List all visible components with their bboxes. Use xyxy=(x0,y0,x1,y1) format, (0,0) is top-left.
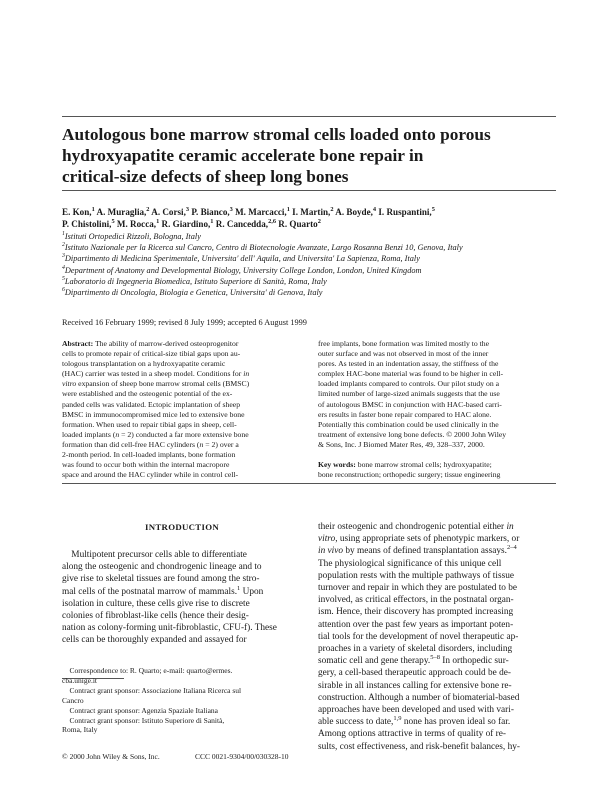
text-line: vitro, using appropriate sets of phenotypic markers, or xyxy=(318,534,520,545)
text-line: loaded implants compared to controls. Our pilot study on a xyxy=(318,379,500,389)
text-line: Autologous bone marrow stromal cells loaded onto porous xyxy=(62,125,491,144)
text-line: was found to occur both within the internal macropore xyxy=(62,460,230,470)
text-line: Contract grant sponsor: Associazione Italiana Ricerca sul xyxy=(62,685,242,695)
text-line: along the osteogenic and chondrogenic lineage and to xyxy=(62,562,262,573)
text-line: tologous transplantation on a hydroxyapatite ceramic xyxy=(62,359,226,369)
author-list xyxy=(62,206,562,230)
text-line: proaches in a variety of skeletal disorders, including xyxy=(318,644,513,655)
text-line: in vivo by means of defined transplantation assays.$^{2-4}$ xyxy=(318,544,517,557)
text-line: nation as colony-forming unit-fibroblastic, CFU-f). These xyxy=(62,623,277,634)
text-line: involved, as critical effectors, in the postnatal organ- xyxy=(318,595,514,606)
text-line: give rise to skeletal tissues are found among the stro- xyxy=(62,574,260,585)
text-line: sirable in all instances calling for extensive bone re- xyxy=(318,680,512,691)
affiliation-item: $^5$Laboratorio di Ingegneria Biomedica, Istituto Superiore di Sanità, Roma, Italy xyxy=(62,276,327,286)
text-line: vitro expansion of sheep bone marrow stromal cells (BMSC) xyxy=(62,379,250,389)
text-line: hydroxyapatite ceramic accelerate bone repair in xyxy=(62,146,424,165)
text-line: their osteogenic and chondrogenic potential either in xyxy=(318,522,514,532)
text-line: were established and the osteogenic potential of the ex- xyxy=(62,389,233,399)
text-line: free implants, bone formation was limited mostly to the xyxy=(318,339,490,348)
text-line: approaches have been developed and used with vari- xyxy=(318,705,514,716)
text-line: somatic cell and gene therapy.$^{5-8}$ In orthopedic sur- xyxy=(318,654,509,667)
text-line: construction. Although a number of biomaterial-based xyxy=(318,692,520,703)
text-line: Potentially this combination could be used clinically in the xyxy=(318,419,499,429)
text-line: panded cells was validated. Ectopic implantation of sheep xyxy=(62,399,241,409)
affiliation-list xyxy=(62,231,562,298)
text-line: outer surface and was not observed in most of the inner xyxy=(318,349,489,359)
text-line: complex HAC-bone material was found to be higher in cell- xyxy=(318,369,504,379)
introduction-left-column xyxy=(62,549,302,647)
text-line: (HAC) carrier was tested in a sheep model. Conditions for in xyxy=(62,369,250,379)
abstract-rule xyxy=(62,483,556,484)
text-line: BMSC in immunocompromised mice led to extensive bone xyxy=(62,409,245,419)
text-line: tial tools for the development of novel therapeutic ap- xyxy=(318,631,519,642)
text-line: Contract grant sponsor: Istituto Superiore di Sanità, xyxy=(62,715,225,725)
text-line: cells can be thoroughly expanded and assayed for xyxy=(62,635,247,646)
text-line: Abstract: The ability of marrow-derived osteoprogenitor xyxy=(62,339,239,348)
text-line: gery, a cell-based therapeutic approach could be de- xyxy=(318,668,511,679)
text-line: bone reconstruction; orthopedic surgery; tissue engineering xyxy=(318,470,501,480)
text-line: E. Kon,$^1$ A. Muraglia,$^2$ A. Corsi,$^3$ P. Bianco,$^3$ M. Marcacci,$^1$ I. Martin,$^2$ A. Boyde,$^4$ I. Ruspantini,$^5$ xyxy=(62,205,435,217)
text-line: The physiological significance of this unique cell xyxy=(318,558,502,569)
text-line: loaded implants (n = 2) conducted a far more extensive bone xyxy=(62,429,249,439)
text-line: Correspondence to: R. Quarto; e-mail: quarto@ermes. xyxy=(62,666,233,675)
text-line: space and around the HAC cylinder while in control cell- xyxy=(62,470,239,480)
affiliation-item: $^1$Istituti Ortopedici Rizzoli, Bologna, Italy xyxy=(62,231,201,241)
text-line: ism. Hence, their discovery has prompted increasing xyxy=(318,607,514,618)
text-line: Key words: bone marrow stromal cells; hydroxyapatite; xyxy=(318,460,492,469)
article-title xyxy=(62,124,556,187)
text-line: Among options attractive in terms of quality of re- xyxy=(318,729,506,740)
introduction-right-column xyxy=(318,521,560,753)
affiliation-item: $^3$Dipartimento di Medicina Sperimentale, Universita' dell' Aquila, and Universita' La Sapienza, Roma, Italy xyxy=(62,253,420,264)
text-line: cells to promote repair of critical-size tibial gaps upon au- xyxy=(62,349,241,359)
text-line: of autologous BMSC in conjunction with HAC-based carri- xyxy=(318,399,502,409)
text-line: colonies of fibroblast-like cells (hence their desig- xyxy=(62,611,249,622)
abstract-right-column xyxy=(318,339,556,450)
text-line: pores. As tested in an indentation assay, the stiffness of the xyxy=(318,359,499,369)
text-line: Roma, Italy xyxy=(62,725,98,735)
received-dates: Received 16 February 1999; revised 8 July 1999; accepted 6 August 1999 xyxy=(62,318,307,327)
text-line: Multipotent precursor cells able to differentiate xyxy=(62,550,247,560)
text-line: Cancro xyxy=(62,695,84,705)
text-line: 2-month period. In cell-loaded implants, bone formation xyxy=(62,450,236,460)
text-line: mal cells of the postnatal marrow of mammals.$^1$ Upon xyxy=(62,584,264,597)
text-line: critical-size defects of sheep long bones xyxy=(62,167,349,186)
text-line: population rests with the multiple pathways of tissue xyxy=(318,570,514,581)
ccc-code: CCC 0021-9304/00/030328-10 xyxy=(195,752,289,761)
text-line: ers results in faster bone repair compared to HAC alone. xyxy=(318,409,492,419)
top-rule xyxy=(62,116,556,117)
text-line: & Sons, Inc. J Biomed Mater Res, 49, 328–337, 2000. xyxy=(318,439,485,449)
keywords xyxy=(318,460,558,480)
text-line: formation than did cell-free HAC cylinders (n = 2) over a xyxy=(62,439,239,449)
text-line: cba.unige.it xyxy=(62,675,97,685)
affiliation-item: $^4$Department of Anatomy and Developmental Biology, University College London, London, United Kingdom xyxy=(62,264,422,275)
text-line: formation. When used to repair tibial gaps in sheep, cell- xyxy=(62,419,237,429)
affiliation-item: $^2$Istituto Nazionale per la Ricerca sul Cancro, Centro di Biotecnologie Avanzate, Largo Rosanna Benzi 10, Genova, Italy xyxy=(62,242,463,253)
correspondence-footnote xyxy=(62,666,310,735)
text-line: treatment of extensive long bone defects. © 2000 John Wiley xyxy=(318,429,507,439)
text-line: attention over the past few years as important poten- xyxy=(318,619,514,630)
text-line: P. Chistolini,$^5$ M. Rocca,$^1$ R. Giardino,$^1$ R. Cancedda,$^{2,6}$ R. Quarto$^2$ xyxy=(62,217,321,229)
affiliation-item: $^6$Dipartimento di Oncologia, Biologia e Genetica, Universita' di Genova, Italy xyxy=(62,287,323,298)
section-heading-introduction: INTRODUCTION xyxy=(145,522,219,532)
text-line: sults, cost effectiveness, and risk-benefit balances, hy- xyxy=(318,741,520,752)
text-line: limited number of large-sized animals suggests that the use xyxy=(318,389,500,399)
text-line: turnover and repair in which they are postulated to be xyxy=(318,583,518,594)
title-rule xyxy=(62,190,556,191)
copyright-notice: © 2000 John Wiley & Sons, Inc. xyxy=(62,752,160,761)
text-line: isolation in culture, these cells give rise to discrete xyxy=(62,598,250,609)
text-line: Contract grant sponsor: Agenzia Spaziale Italiana xyxy=(62,705,218,715)
abstract-left-column xyxy=(62,339,300,480)
text-line: able success to date,$^{1,9}$ none has proven ideal so far. xyxy=(318,715,511,728)
